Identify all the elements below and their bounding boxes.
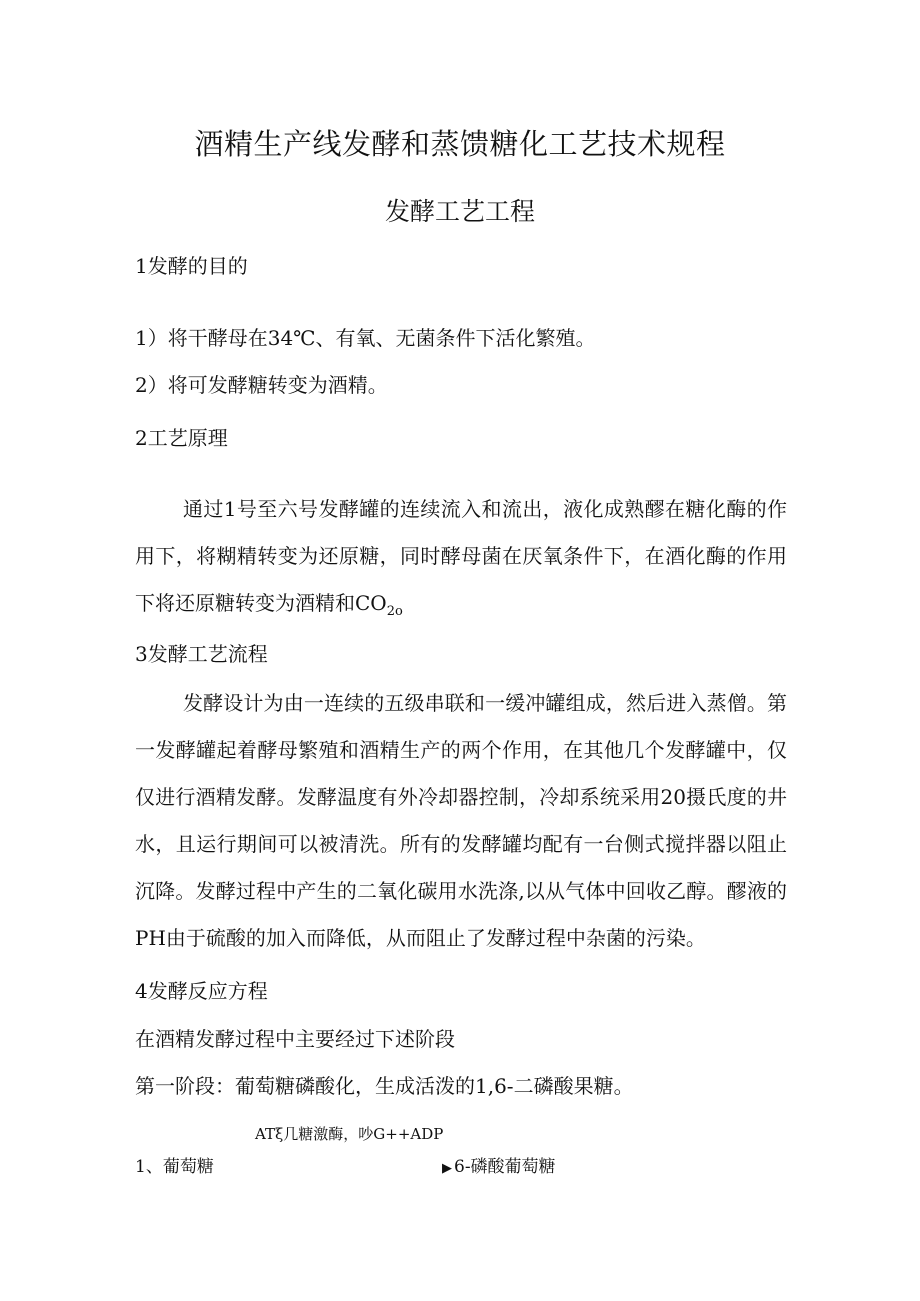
enzyme-annotation: ATξ几糖激酶，吵G++ADP: [255, 1125, 444, 1143]
product-label: 6-磷酸葡萄糖: [454, 1157, 556, 1177]
principle-text: 通过1号至六号发酵罐的连续流入和流出，液化成熟醪在糖化酶的作用下，将糊精转变为还原糖，同时酵母菌在厌氧条件下，在酒化酶的作用下将还原糖转变为酒精和CO: [135, 497, 787, 615]
list-item: 2）将可发酵糖转变为酒精。: [135, 373, 388, 397]
section-heading-purpose: 1发酵的目的: [135, 254, 248, 278]
reactant-label: 1、葡萄糖: [135, 1157, 214, 1177]
product-group: [442, 1155, 556, 1181]
document-title: 酒精生产线发酵和蒸馈糖化工艺技术规程: [194, 127, 726, 161]
reaction-intro: 在酒精发酵过程中主要经过下述阶段: [135, 1027, 455, 1051]
list-item: 1）将干酵母在34℃、有氧、无菌条件下活化繁殖。: [135, 326, 596, 350]
co2-subscript: 2o: [386, 604, 403, 619]
section-heading-reaction: 4发酵反应方程: [135, 979, 268, 1003]
reaction-stage-1: 第一阶段：葡萄糖磷酸化，生成活泼的1,6-二磷酸果糖。: [135, 1074, 634, 1098]
flow-paragraph: 发酵设计为由一连续的五级串联和一缓冲罐组成，然后进入蒸僧。第一发酵罐起着酵母繁殖和酒精生产的两个作用，在其他几个发酵罐中，仅仅进行酒精发酵。发酵温度有外冷却器控制，冷却系统采用20摄氏度的井水，且运行期间可以被清洗。所有的发酵罐均配有一台侧式搅拌器以阻止沉降。发酵过程中产生的二氧化碳用水洗涤,以从气体中回收乙醇。醪液的PH由于硫酸的加入而降低，从而阻止了发酵过程中杂菌的污染。: [135, 691, 787, 950]
principle-paragraph: [135, 486, 787, 635]
arrow-right-icon: ▶: [442, 1161, 452, 1176]
document-subtitle: 发酵工艺工程: [384, 197, 535, 226]
section-heading-principle: 2工艺原理: [135, 426, 228, 450]
section-heading-flow: 3发酵工艺流程: [135, 642, 268, 666]
